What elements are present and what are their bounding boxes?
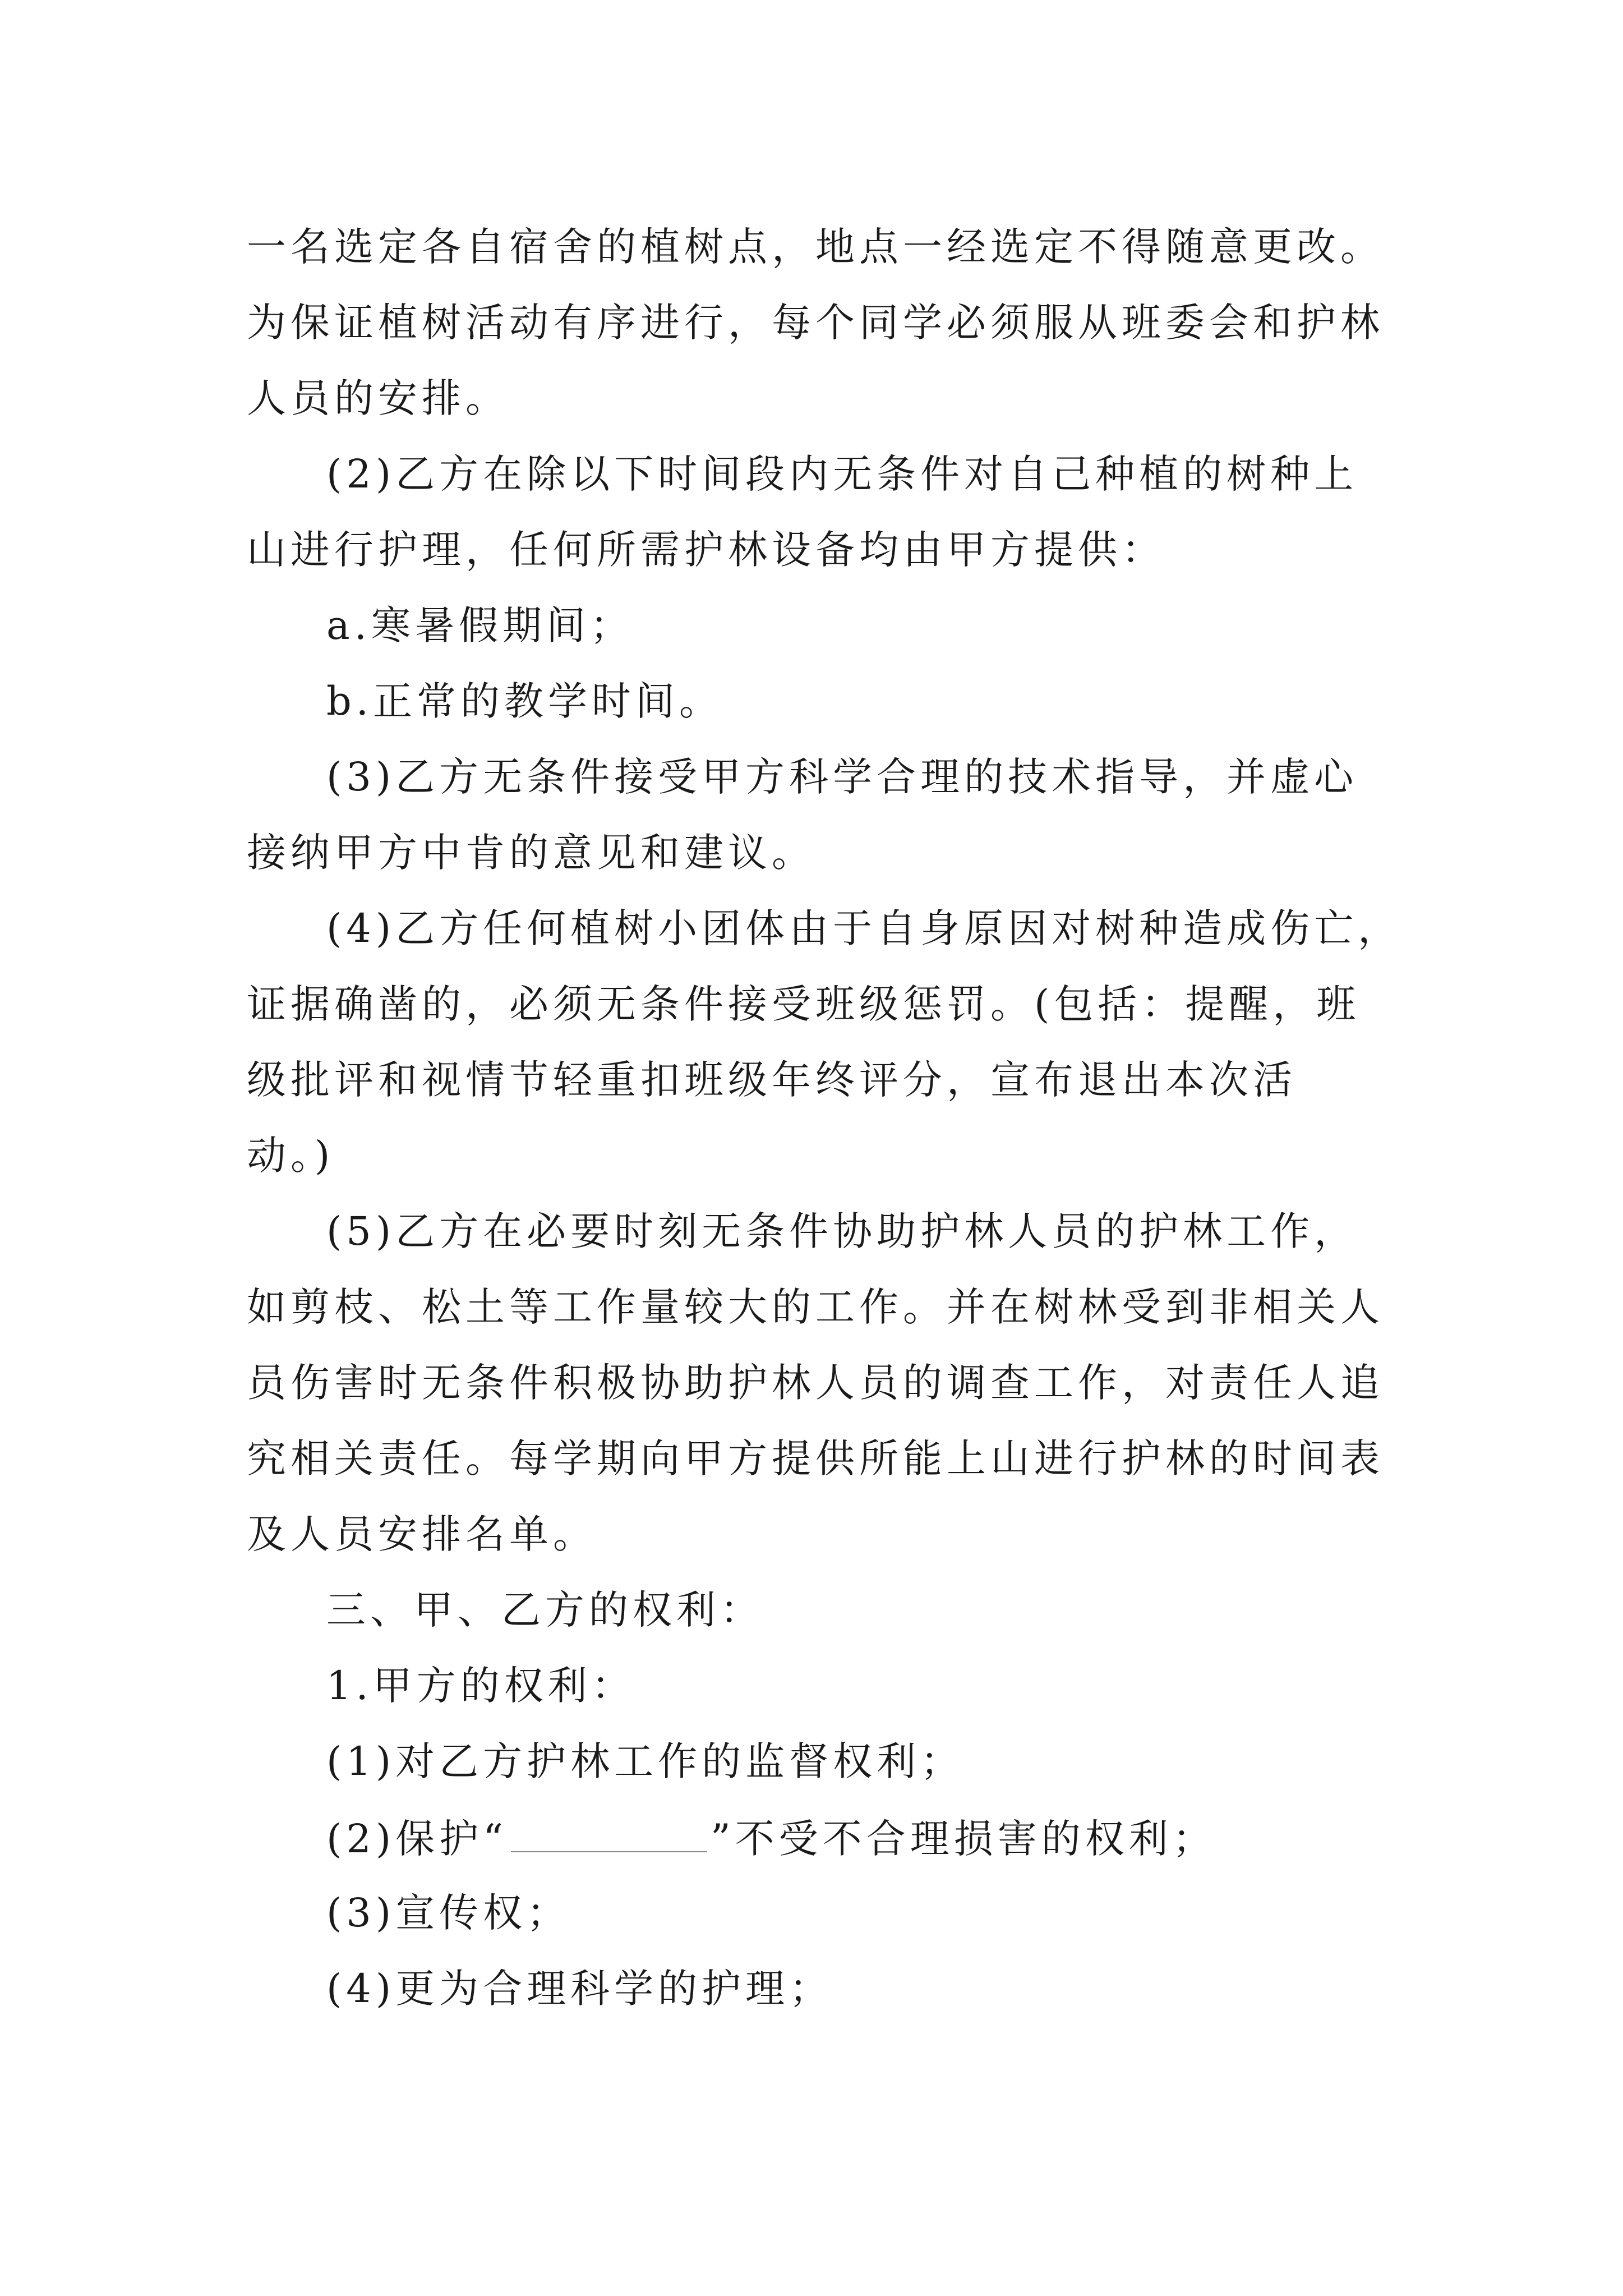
text-line: 人员的安排。 xyxy=(247,375,509,421)
text-line-with-blank xyxy=(326,1812,1216,1862)
text-line: (2)乙方在除以下时间段内无条件对自己种植的树种上 xyxy=(326,451,1358,497)
text-line: 究相关责任。每学期向甲方提供所能上山进行护林的时间表 xyxy=(247,1435,1384,1481)
text-line: 如剪枝、松土等工作量较大的工作。并在树林受到非相关人 xyxy=(247,1284,1384,1330)
subsection-heading: 1.甲方的权利： xyxy=(326,1663,635,1709)
text-line: (4)乙方任何植树小团体由于自身原因对树种造成伤亡， xyxy=(326,905,1402,951)
text-line: (4)更为合理科学的护理； xyxy=(326,1966,833,2012)
text-line: b.正常的教学时间。 xyxy=(326,678,723,724)
text-line: (1)对乙方护林工作的监督权利； xyxy=(326,1738,965,1784)
blank-suffix: ”不受不合理损害的权利； xyxy=(710,1816,1216,1862)
text-line: 一名选定各自宿舍的植树点，地点一经选定不得随意更改。 xyxy=(247,224,1384,270)
text-line: (5)乙方在必要时刻无条件协助护林人员的护林工作， xyxy=(326,1208,1358,1254)
fill-in-blank xyxy=(511,1812,707,1852)
text-line: 员伤害时无条件积极协助护林人员的调查工作，对责任人追 xyxy=(247,1360,1384,1406)
section-heading: 三、甲、乙方的权利： xyxy=(326,1587,764,1633)
text-line: 证据确凿的，必须无条件接受班级惩罚。(包括：提醒，班 xyxy=(247,981,1361,1027)
text-line: (3)乙方无条件接受甲方科学合理的技术指导，并虚心 xyxy=(326,754,1358,800)
text-line: 为保证植树活动有序进行，每个同学必须服从班委会和护林 xyxy=(247,300,1384,346)
text-line: 及人员安排名单。 xyxy=(247,1511,597,1557)
blank-prefix: (2)保护“ xyxy=(326,1816,508,1862)
text-line: 动。) xyxy=(247,1133,335,1179)
text-line: a.寒暑假期间； xyxy=(326,602,634,648)
text-line: 接纳甲方中肯的意见和建议。 xyxy=(247,830,815,876)
text-line: 山进行护理，任何所需护林设备均由甲方提供： xyxy=(247,527,1165,573)
text-line: 级批评和视情节轻重扣班级年终评分，宣布退出本次活 xyxy=(247,1057,1297,1103)
text-line: (3)宣传权； xyxy=(326,1890,571,1936)
